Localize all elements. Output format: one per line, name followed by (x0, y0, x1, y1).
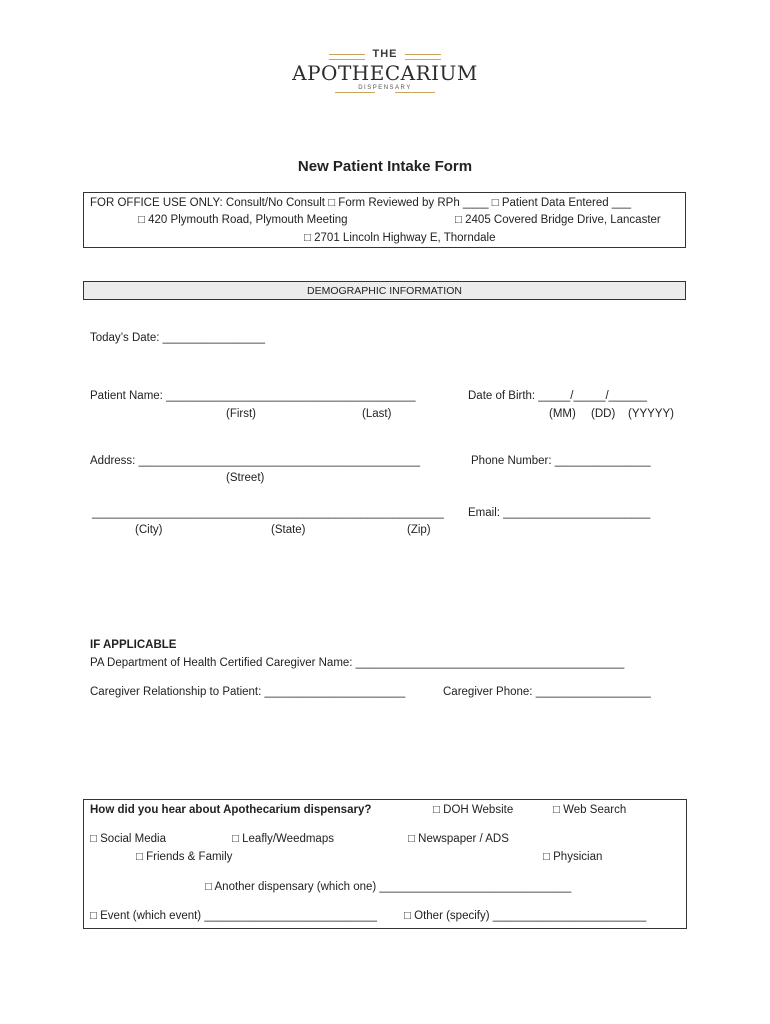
location-thorndale-checkbox[interactable]: □ 2701 Lincoln Highway E, Thorndale (304, 232, 496, 244)
address-field[interactable]: Address: ____________________________________________ (90, 455, 420, 467)
patient-name-field[interactable]: Patient Name: _______________________________________ (90, 390, 416, 402)
referral-question: How did you hear about Apothecarium dispensary? (90, 804, 372, 816)
first-name-label: (First) (226, 408, 257, 420)
todays-date-field[interactable]: Today’s Date: ________________ (90, 332, 265, 344)
dob-mm-label: (MM) (549, 408, 576, 420)
demographic-header: DEMOGRAPHIC INFORMATION (83, 281, 686, 300)
zip-label: (Zip) (407, 524, 431, 536)
newspaper-ads-checkbox[interactable]: □ Newspaper / ADS (408, 833, 509, 845)
city-state-zip-field[interactable]: _______________________________________________________ (92, 507, 444, 519)
dob-field[interactable]: Date of Birth: _____/_____/______ (468, 390, 648, 402)
logo-subtitle: DISPENSARY (358, 85, 412, 91)
location-lancaster-checkbox[interactable]: □ 2405 Covered Bridge Drive, Lancaster (455, 214, 661, 226)
caregiver-name-field[interactable]: PA Department of Health Certified Caregiver Name: __________________________________________ (90, 657, 625, 669)
dob-dd-label: (DD) (591, 408, 616, 420)
phone-number-field[interactable]: Phone Number: _______________ (471, 455, 651, 467)
physician-checkbox[interactable]: □ Physician (543, 851, 603, 863)
social-media-checkbox[interactable]: □ Social Media (90, 833, 166, 845)
logo-the: THE (372, 48, 398, 60)
friends-family-checkbox[interactable]: □ Friends & Family (136, 851, 233, 863)
apothecarium-logo (285, 48, 485, 103)
another-dispensary-checkbox[interactable]: □ Another dispensary (which one) ______________________________ (205, 881, 572, 893)
city-label: (City) (135, 524, 163, 536)
location-plymouth-checkbox[interactable]: □ 420 Plymouth Road, Plymouth Meeting (138, 214, 348, 226)
web-search-checkbox[interactable]: □ Web Search (553, 804, 627, 816)
dob-yyyy-label: (YYYYY) (628, 408, 675, 420)
leafly-weedmaps-checkbox[interactable]: □ Leafly/Weedmaps (232, 833, 334, 845)
logo-name: APOTHECARIUM (292, 61, 478, 85)
state-label: (State) (271, 524, 306, 536)
event-checkbox[interactable]: □ Event (which event) ___________________________ (90, 910, 378, 922)
street-label: (Street) (226, 472, 265, 484)
caregiver-phone-field[interactable]: Caregiver Phone: __________________ (443, 686, 651, 698)
caregiver-relationship-field[interactable]: Caregiver Relationship to Patient: ______________________ (90, 686, 406, 698)
last-name-label: (Last) (362, 408, 392, 420)
other-checkbox[interactable]: □ Other (specify) ________________________ (404, 910, 647, 922)
form-title: New Patient Intake Form (297, 158, 473, 175)
if-applicable-heading: IF APPLICABLE (90, 639, 177, 651)
doh-website-checkbox[interactable]: □ DOH Website (433, 804, 514, 816)
office-use-line: FOR OFFICE USE ONLY: Consult/No Consult □ Form Reviewed by RPh ____ □ Patient Data Entered ___ (90, 197, 631, 209)
email-field[interactable]: Email: _______________________ (468, 507, 651, 519)
